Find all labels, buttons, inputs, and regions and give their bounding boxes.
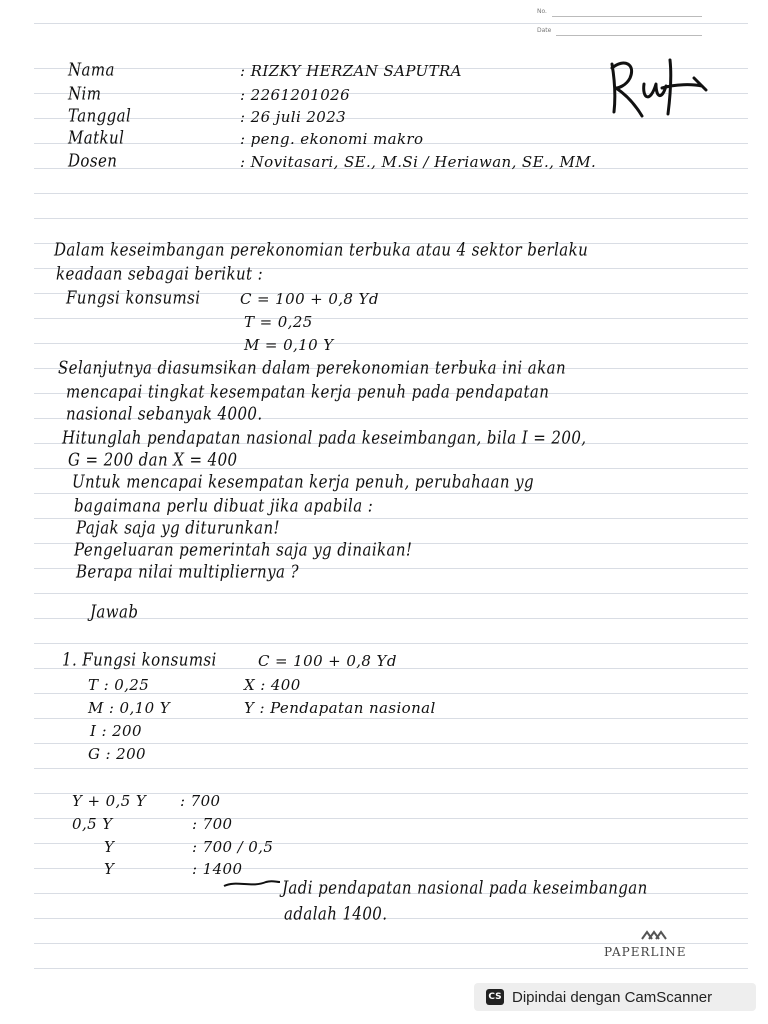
question-line: Hitunglah pendapatan nasional pada keseimbangan, bila I = 200, [62, 427, 587, 448]
camscanner-badge [474, 983, 756, 1011]
answer-government: G : 200 [88, 745, 147, 763]
camscanner-text: Dipindai dengan CamScanner [512, 988, 713, 1006]
question-line: Berapa nilai multipliernya ? [76, 561, 299, 582]
calc-right: : 1400 [192, 860, 243, 878]
calc-left: 0,5 Y [72, 815, 113, 833]
question-line: Untuk mencapai kesempatan kerja penuh, perubahaan yg [72, 471, 534, 492]
question-line: keadaan sebagai berikut : [56, 263, 264, 284]
tax-equation: T = 0,25 [244, 313, 313, 331]
question-line: bagaimana perlu dibuat jika apabila : [74, 495, 374, 516]
identity-value-tanggal: : 26 juli 2023 [240, 108, 347, 126]
answer-import: M : 0,10 Y [88, 699, 171, 717]
conclusion-line: Jadi pendapatan nasional pada keseimbangan [282, 877, 648, 898]
identity-value-nim: : 2261201026 [240, 86, 351, 104]
date-line [556, 35, 702, 36]
identity-label-nim: Nim [68, 83, 102, 104]
calc-right: : 700 / 0,5 [192, 838, 274, 856]
calc-left: Y [104, 860, 115, 878]
import-equation: M = 0,10 Y [244, 336, 334, 354]
calc-right: : 700 [180, 792, 221, 810]
answer-export: X : 400 [244, 676, 301, 694]
no-label: No. [537, 8, 547, 15]
camscanner-icon: CS [486, 989, 504, 1005]
identity-label-nama: Nama [68, 59, 115, 80]
paperline-brand: PAPERLINE [604, 945, 687, 959]
identity-value-nama: : RIZKY HERZAN SAPUTRA [240, 62, 462, 80]
conclusion-line: adalah 1400. [284, 903, 388, 924]
signature-mark [606, 54, 716, 126]
result-underline [222, 876, 282, 890]
answer-tax: T : 0,25 [88, 676, 150, 694]
question-line: nasional sebanyak 4000. [66, 403, 263, 424]
answer-y-definition: Y : Pendapatan nasional [244, 699, 436, 717]
fungsi-konsumsi-label: Fungsi konsumsi [66, 287, 201, 308]
question-line: Pajak saja yg diturunkan! [76, 517, 280, 538]
calc-right: : 700 [192, 815, 233, 833]
no-line [552, 16, 702, 17]
answer-investment: I : 200 [90, 722, 142, 740]
identity-label-matkul: Matkul [68, 127, 125, 148]
date-label: Date [537, 27, 552, 34]
identity-value-dosen: : Novitasari, SE., M.Si / Heriawan, SE., MM. [240, 153, 597, 171]
question-line: mencapai tingkat kesempatan kerja penuh pada pendapatan [66, 381, 550, 402]
question-line: G = 200 dan X = 400 [68, 449, 238, 470]
question-line: Pengeluaran pemerintah saja yg dinaikan! [74, 539, 413, 560]
identity-label-dosen: Dosen [68, 150, 118, 171]
calc-left: Y + 0,5 Y [72, 792, 147, 810]
consumption-equation: C = 100 + 0,8 Yd [240, 290, 379, 308]
identity-value-matkul: : peng. ekonomi makro [240, 130, 424, 148]
question-line: Selanjutnya diasumsikan dalam perekonomian terbuka ini akan [58, 357, 567, 378]
question-line: Dalam keseimbangan perekonomian terbuka atau 4 sektor berlaku [54, 239, 589, 260]
answer-item-1: 1. Fungsi konsumsi [62, 649, 217, 670]
calc-left: Y [104, 838, 115, 856]
paperline-logo-icon [640, 929, 670, 941]
identity-label-tanggal: Tanggal [68, 105, 132, 126]
answer-consumption-equation: C = 100 + 0,8 Yd [258, 652, 397, 670]
answer-heading: Jawab [90, 601, 139, 622]
